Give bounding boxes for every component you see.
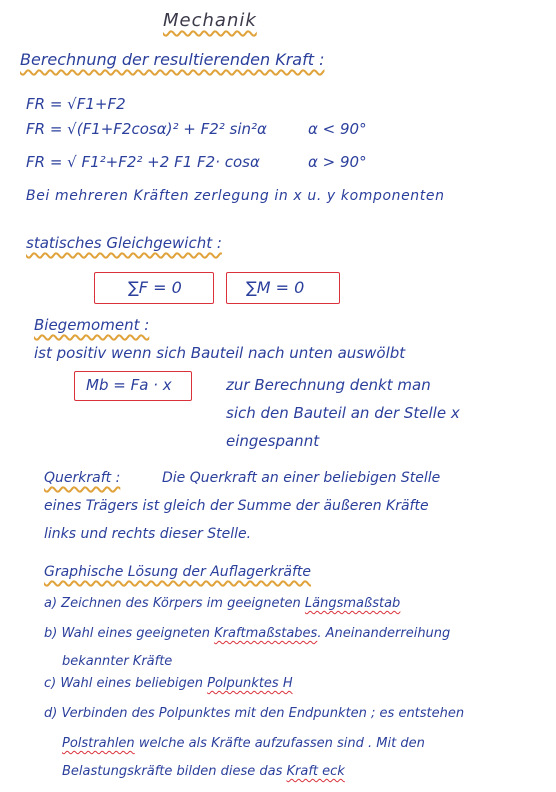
bending-note-3: eingespannt [226, 432, 320, 450]
shear-force-line-1: Die Querkraft an einer beliebigen Stelle [162, 470, 441, 486]
step-b-highlight: Kraftmaßstabes [214, 626, 318, 641]
step-a-text: a) Zeichnen des Körpers im geeigneten [44, 596, 305, 611]
bending-note-1: zur Berechnung denkt man [226, 376, 431, 394]
heading-graphic-solution: Graphische Lösung der Auflagerkräfte [44, 564, 312, 580]
step-b-text: b) Wahl eines geeigneten [44, 626, 215, 641]
step-d-highlight-2: Kraft eck [286, 764, 345, 779]
step-b [44, 626, 450, 641]
formula-2-condition: α < 90° [308, 120, 367, 138]
step-a-highlight: Längsmaßstab [304, 596, 401, 611]
step-c [44, 676, 293, 691]
step-b-rest: . Aneinanderreihung [317, 626, 451, 641]
step-b-continued: bekannter Kräfte [62, 654, 173, 669]
heading-static-equilibrium: statisches Gleichgewicht : [26, 234, 222, 252]
shear-force-label: Querkraft : [44, 470, 121, 486]
equation-sum-moment: ∑M = 0 [246, 278, 305, 297]
step-d: d) Verbinden des Polpunktes mit den Endpunkten ; es entstehen [44, 706, 465, 721]
heading-bending-moment: Biegemoment : [34, 316, 150, 334]
step-d-highlight-1: Polstrahlen [62, 736, 135, 751]
step-c-highlight: Polpunktes H [207, 676, 293, 691]
step-d-continued-2 [62, 764, 345, 779]
bending-formula: Mb = Fa · x [86, 376, 172, 394]
page-title: Mechanik [163, 10, 257, 31]
shear-force-line-2: eines Trägers ist gleich der Summe der äußeren Kräfte [44, 498, 429, 514]
heading-resulting-force: Berechnung der resultierenden Kraft : [20, 50, 325, 69]
note-components: Bei mehreren Kräften zerlegung in x u. y komponenten [26, 188, 445, 204]
formula-2: FR = √(F1+F2cosα)² + F2² sin²α [26, 120, 267, 138]
formula-3: FR = √ F1²+F2² +2 F1 F2· cosα [26, 153, 260, 171]
formula-3-condition: α > 90° [308, 153, 367, 171]
bending-note-2: sich den Bauteil an der Stelle x [226, 404, 460, 422]
step-d-continued-1 [62, 736, 425, 751]
step-d-rest-1: welche als Kräfte aufzufassen sind . Mit den [134, 736, 425, 751]
step-c-text: c) Wahl eines beliebigen [44, 676, 208, 691]
shear-force-line-3: links und rechts dieser Stelle. [44, 526, 252, 542]
equation-sum-force: ∑F = 0 [128, 278, 182, 297]
formula-1: FR = √F1+F2 [26, 95, 126, 113]
bending-moment-text: ist positiv wenn sich Bauteil nach unten auswölbt [34, 344, 406, 362]
step-d-text-2: Belastungskräfte bilden diese das [62, 764, 287, 779]
step-a [44, 596, 400, 611]
